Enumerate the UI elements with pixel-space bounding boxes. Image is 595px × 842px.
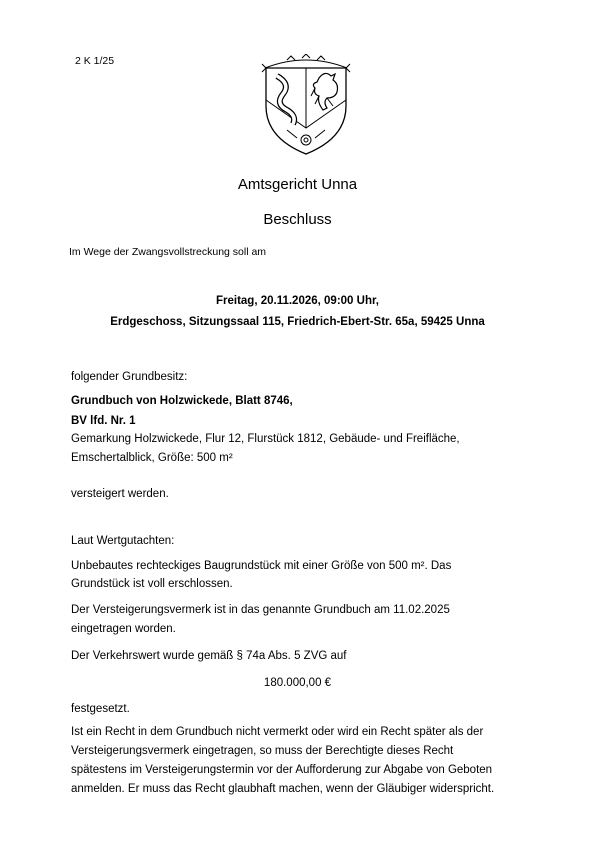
value-intro: Der Verkehrswert wurde gemäß § 74a Abs. 5 ZVG auf bbox=[71, 650, 347, 662]
appointment-location: Erdgeschoss, Sitzungssaal 115, Friedrich-Ebert-Str. 65a, 59425 Unna bbox=[110, 316, 485, 328]
property-register: Grundbuch von Holzwickede, Blatt 8746, bbox=[71, 395, 293, 407]
property-label: folgender Grundbesitz: bbox=[71, 371, 188, 383]
intro-text: Im Wege der Zwangsvollstreckung soll am bbox=[69, 246, 267, 258]
appraisal-line1: Unbebautes rechteckiges Baugrundstück mit einer Größe von 500 m². Das bbox=[71, 560, 452, 572]
notice-line3: spätestens im Versteigerungstermin vor der Aufforderung zur Abgabe von Geboten bbox=[71, 764, 493, 776]
court-name: Amtsgericht Unna bbox=[237, 176, 358, 193]
property-description-line1: Gemarkung Holzwickede, Flur 12, Flurstück 1812, Gebäude- und Freifläche, bbox=[71, 433, 460, 445]
property-description-line2: Emschertalblick, Größe: 500 m² bbox=[71, 452, 233, 464]
document-type: Beschluss bbox=[263, 211, 332, 228]
registration-line1: Der Versteigerungsvermerk ist in das genannte Grundbuch am 11.02.2025 bbox=[71, 604, 450, 616]
auctioned-text: versteigert werden. bbox=[71, 488, 169, 500]
appraisal-label: Laut Wertgutachten: bbox=[71, 535, 175, 547]
nrw-coat-of-arms-icon bbox=[257, 54, 355, 155]
file-number: 2 K 1/25 bbox=[75, 55, 115, 67]
notice-line1: Ist ein Recht in dem Grundbuch nicht vermerkt oder wird ein Recht später als der bbox=[71, 726, 484, 738]
appointment-date: Freitag, 20.11.2026, 09:00 Uhr, bbox=[215, 295, 380, 307]
value-fixed: festgesetzt. bbox=[71, 703, 130, 715]
registration-line2: eingetragen worden. bbox=[71, 623, 176, 635]
notice-line2: Versteigerungsvermerk eingetragen, so muss der Berechtigte dieses Recht bbox=[71, 745, 454, 757]
appraisal-line2: Grundstück ist voll erschlossen. bbox=[71, 578, 233, 590]
value-amount: 180.000,00 € bbox=[263, 677, 332, 689]
property-bv: BV lfd. Nr. 1 bbox=[71, 415, 136, 427]
notice-line4: anmelden. Er muss das Recht glaubhaft machen, wenn der Gläubiger widerspricht. bbox=[71, 783, 495, 795]
